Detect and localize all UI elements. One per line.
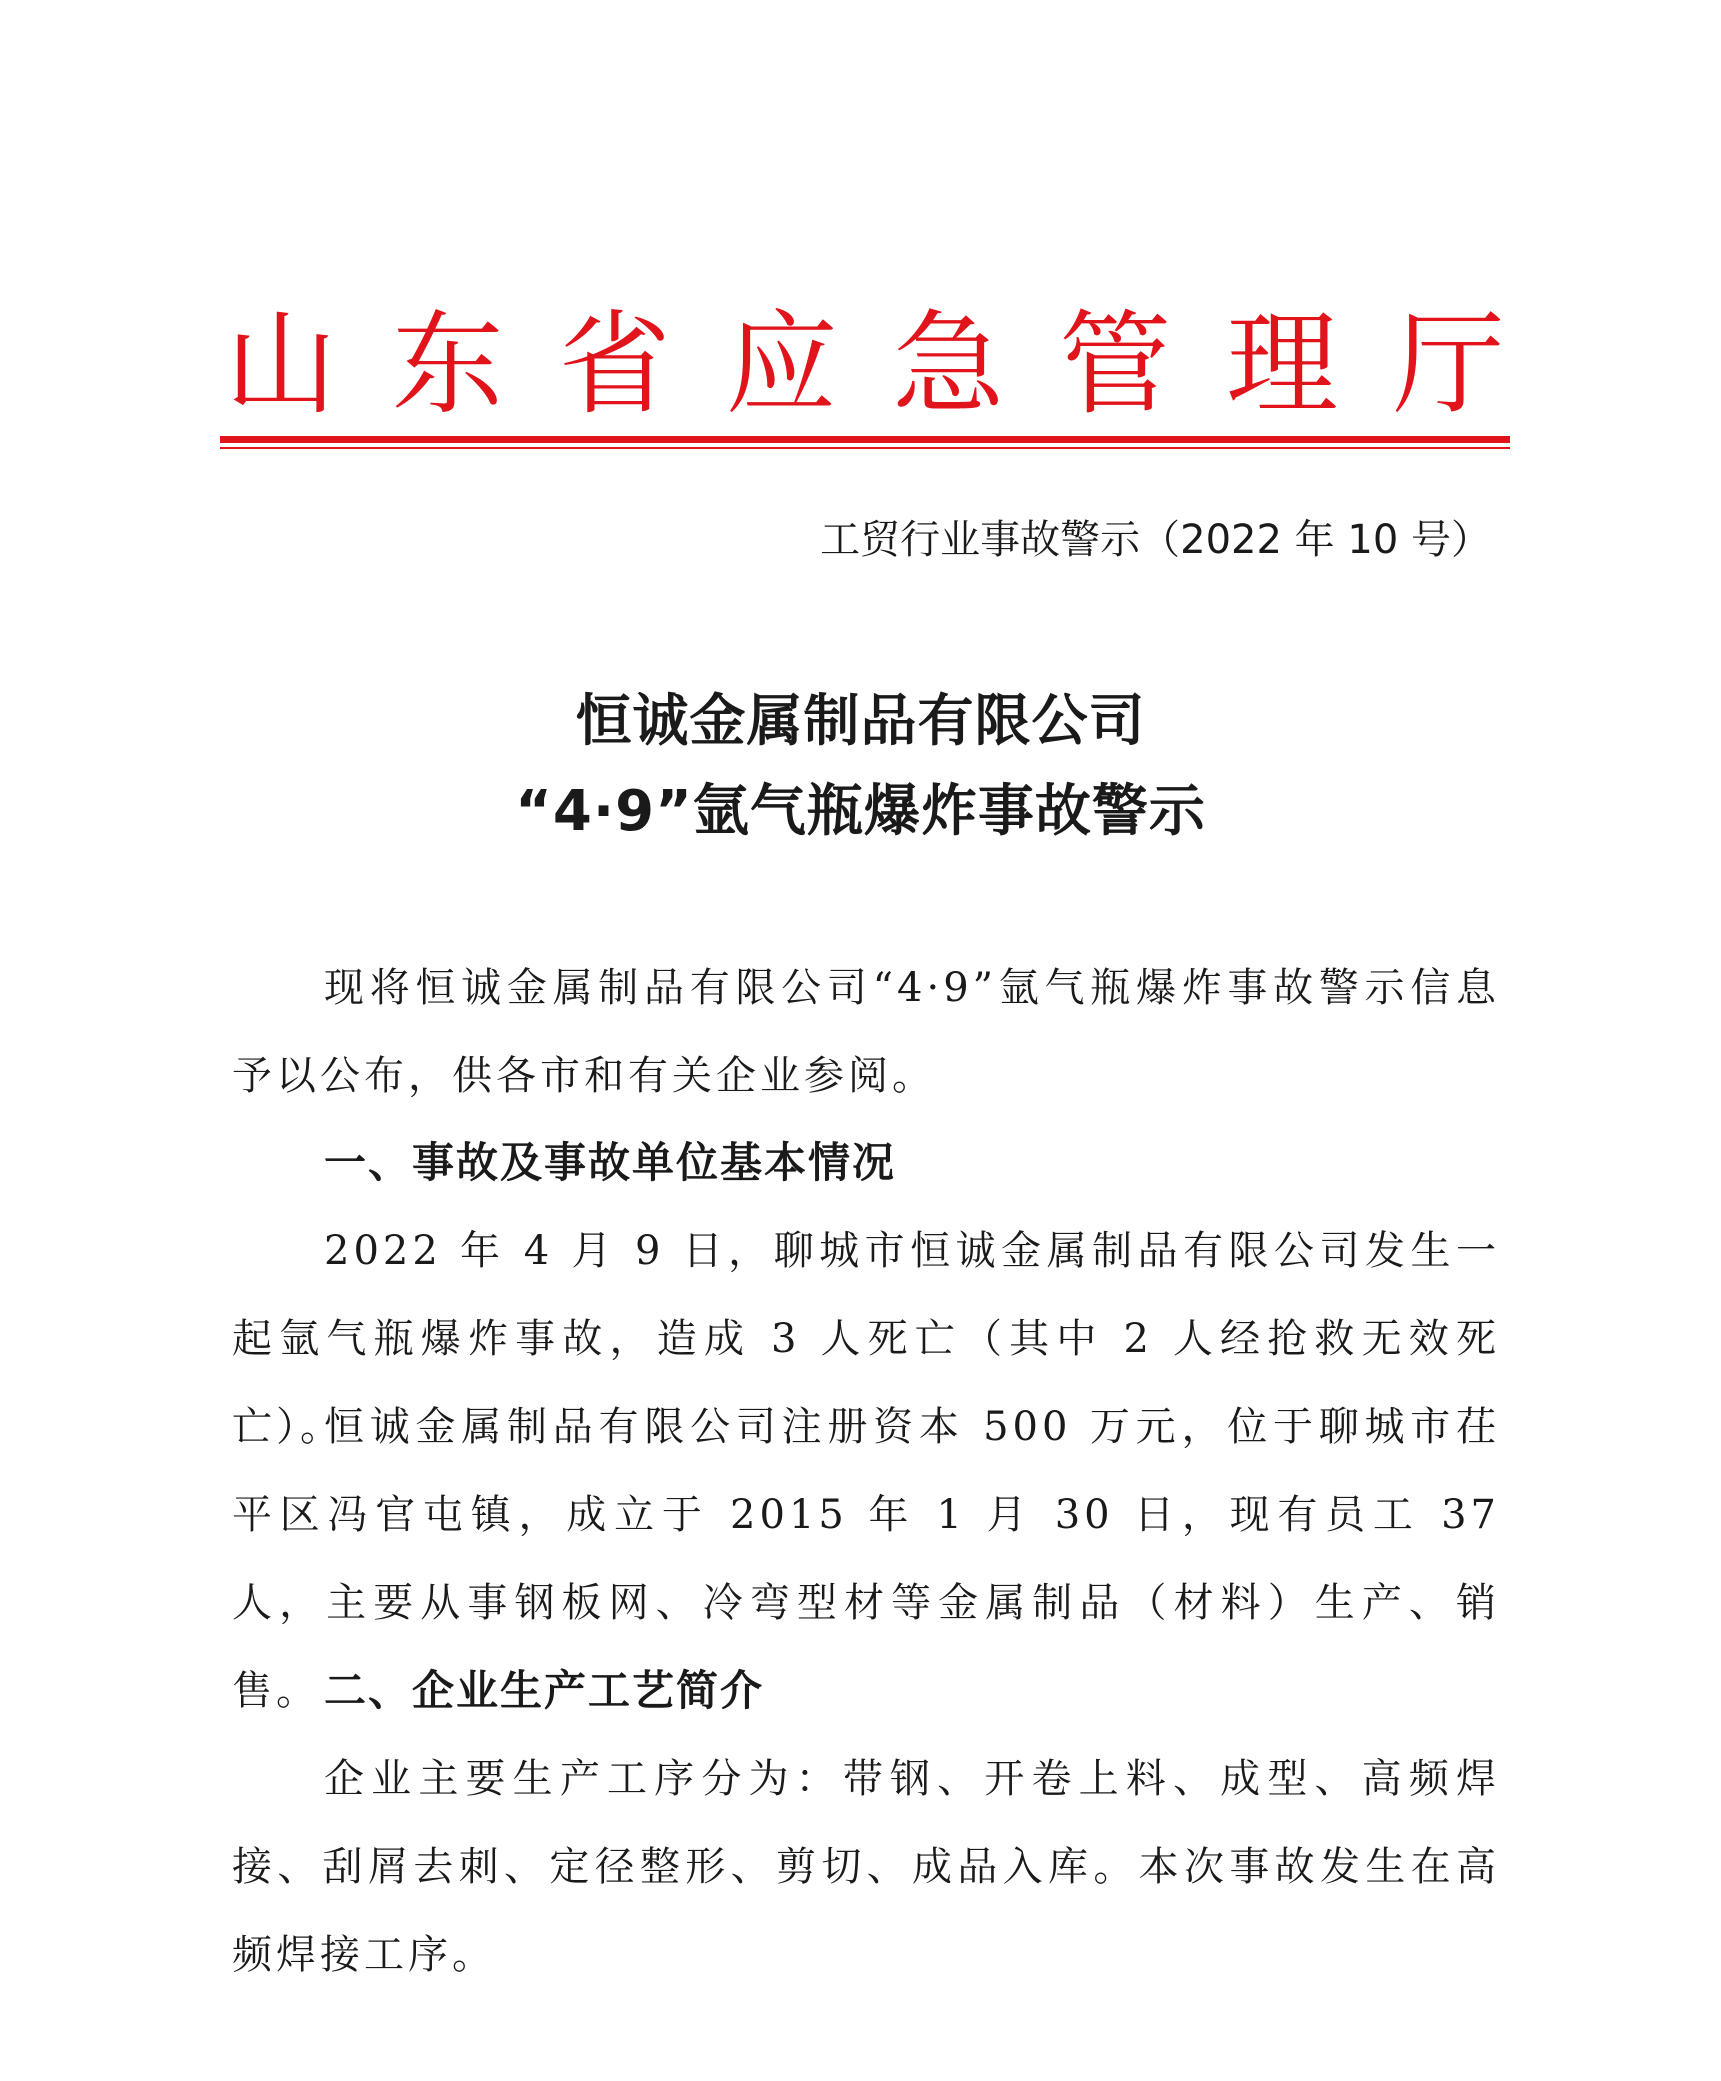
section2-paragraph-1: 企业主要生产工序分为：带钢、开卷上料、成型、高频焊接、刮屑去刺、定径整形、剪切、成品入库。本次事故发生在高频焊接工序。	[232, 1756, 1500, 1978]
section1-paragraph-1: 2022 年 4 月 9 日，聊城市恒诚金属制品有限公司发生一起氩气瓶爆炸事故，造成 3 人死亡（其中 2 人经抢救无效死亡）。	[232, 1228, 1500, 1450]
section-heading-2: 二、企业生产工艺简介	[324, 1666, 765, 1715]
masthead-divider-thin	[220, 447, 1510, 449]
masthead-char: 东	[391, 300, 504, 430]
masthead-char: 管	[1059, 300, 1172, 430]
section-heading-1: 一、事故及事故单位基本情况	[324, 1138, 897, 1187]
document-title-line2: “4·9”氩气瓶爆炸事故警示	[515, 779, 1206, 844]
document-number: 工贸行业事故警示（2022 年 10 号）	[820, 517, 1491, 563]
masthead-char: 应	[725, 300, 838, 430]
masthead-char: 山	[225, 300, 337, 430]
masthead-char: 厅	[1392, 300, 1505, 430]
masthead-char: 理	[1226, 300, 1339, 430]
document-title-line1: 恒诚金属制品有限公司	[575, 689, 1146, 754]
masthead-char: 急	[892, 300, 1005, 430]
masthead-title	[225, 300, 1505, 430]
section1-paragraph-2: 恒诚金属制品有限公司注册资本 500 万元，位于聊城市茌平区冯官屯镇，成立于 2015 年 1 月 30 日，现有员工 37 人，主要从事钢板网、冷弯型材等金属制品（材料）生产、销售。	[232, 1404, 1500, 1714]
masthead-char: 省	[558, 300, 671, 430]
intro-paragraph: 现将恒诚金属制品有限公司“4·9”氩气瓶爆炸事故警示信息予以公布，供各市和有关企业参阅。	[232, 965, 1500, 1099]
masthead-divider-thick	[220, 436, 1510, 443]
